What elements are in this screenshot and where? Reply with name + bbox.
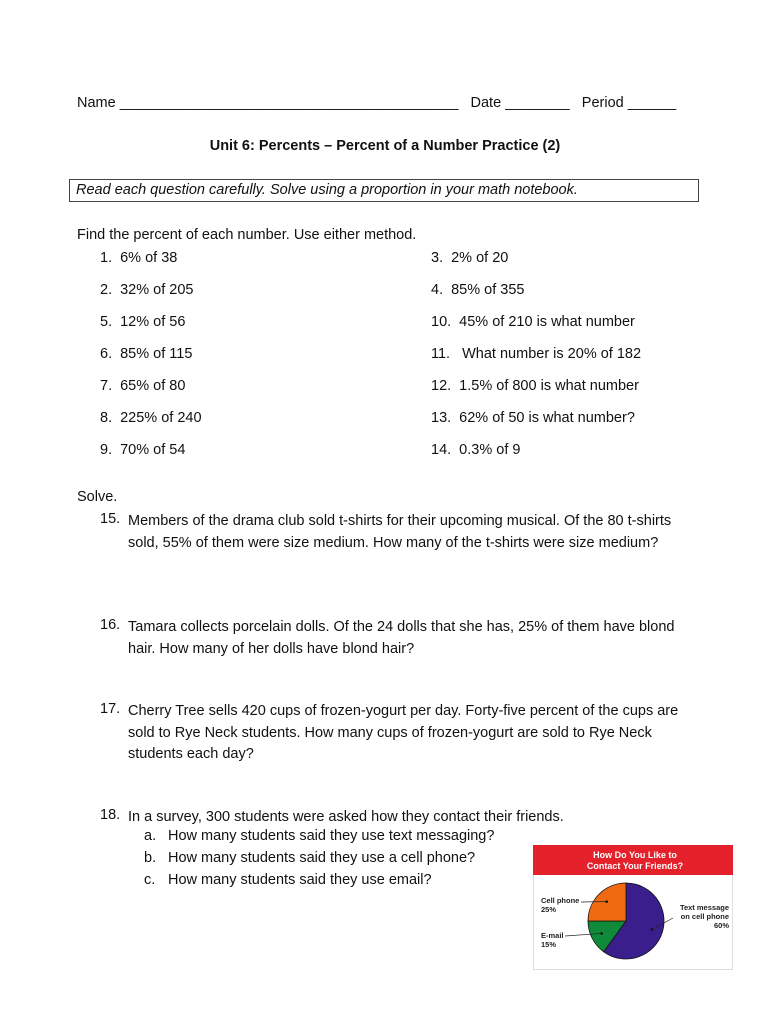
header-line — [77, 95, 676, 111]
page-title: Unit 6: Percents – Percent of a Number Practice (2) — [209, 138, 561, 154]
pie-leader-dot — [605, 900, 608, 903]
problem-text: 85% of 115 — [120, 346, 193, 362]
pie-chart — [533, 845, 733, 970]
sub-question-letter: c. — [144, 872, 156, 888]
pie-slice-label: Cell phone — [541, 896, 580, 905]
problem-text: 0.3% of 9 — [459, 442, 521, 458]
problem-item — [431, 282, 524, 298]
problem-text: 45% of 210 is what number — [459, 314, 635, 330]
section1-heading: Find the percent of each number. Use either method. — [77, 227, 417, 243]
word-problem-number: 16. — [100, 617, 121, 633]
problem-number: 10. — [431, 314, 452, 330]
problem-item — [431, 378, 639, 394]
problem-text: 225% of 240 — [120, 410, 202, 426]
problem-item — [100, 378, 185, 394]
pie-slice-label: on cell phone — [680, 912, 729, 921]
word-problem-text: Tamara collects porcelain dolls. Of the 24 dolls that she has, 25% of them have blond hair. How many of her dolls have blond hair? — [128, 619, 675, 657]
problem-item — [431, 250, 508, 266]
word-problem-text: Members of the drama club sold t-shirts for their upcoming musical. Of the 80 t-shirts sold, 55% of them were size medium. How many of the t-shirts were size medium? — [128, 513, 672, 551]
date-label: Date — [470, 95, 502, 111]
pie-leader-dot — [600, 932, 603, 935]
word-problem-number: 18. — [100, 807, 121, 823]
problem-text: 62% of 50 is what number? — [459, 410, 635, 426]
sub-question-text: How many students said they use text messaging? — [168, 828, 495, 844]
pie-slice-label: 15% — [541, 940, 557, 949]
pie-chart-figure — [533, 845, 733, 970]
word-problem-text: Cherry Tree sells 420 cups of frozen-yogurt per day. Forty-five percent of the cups are sold to Rye Neck students. How many cups of frozen-yogurt are sold to Rye Neck students each day? — [128, 703, 679, 762]
problem-number: 2. — [100, 282, 113, 298]
problem-text: 70% of 54 — [120, 442, 186, 458]
sub-question-text: How many students said they use a cell phone? — [168, 850, 476, 866]
problem-number: 11. — [431, 346, 451, 362]
problem-item — [431, 346, 641, 362]
problem-text: 1.5% of 800 is what number — [459, 378, 639, 394]
sub-question-letter: a. — [144, 828, 157, 844]
period-label: Period — [581, 95, 624, 111]
problem-text: 32% of 205 — [120, 282, 194, 298]
problem-text: 2% of 20 — [451, 250, 509, 266]
problem-item — [100, 314, 185, 330]
problem-item — [100, 250, 177, 266]
word-problem-number: 15. — [100, 511, 121, 527]
instructions-box — [69, 179, 699, 202]
pie-slice-label: 60% — [713, 921, 729, 930]
problem-text: 6% of 38 — [120, 250, 178, 266]
instructions-text: Read each question carefully. Solve using a proportion in your math notebook. — [76, 182, 578, 198]
problem-number: 8. — [100, 410, 113, 426]
problem-text: What number is 20% of 182 — [458, 346, 642, 362]
section2-heading: Solve. — [77, 489, 118, 505]
problem-item — [100, 410, 202, 426]
problem-number: 3. — [431, 250, 444, 266]
problem-number: 4. — [431, 282, 444, 298]
problem-number: 6. — [100, 346, 113, 362]
problem-number: 12. — [431, 378, 452, 394]
problem-text: 12% of 56 — [120, 314, 186, 330]
word-problem-text: In a survey, 300 students were asked how they contact their friends. — [128, 809, 564, 825]
problem-number: 5. — [100, 314, 113, 330]
sub-question — [144, 872, 544, 892]
sub-question-letter: b. — [144, 850, 157, 866]
word-problem-number: 17. — [100, 701, 121, 717]
date-blank[interactable]: ________ — [505, 95, 570, 111]
sub-question — [144, 828, 544, 848]
problem-item — [431, 442, 520, 458]
name-label: Name — [77, 95, 116, 111]
problem-item — [431, 314, 635, 330]
pie-slice-label: 25% — [541, 905, 557, 914]
problem-number: 9. — [100, 442, 113, 458]
chart-title-line1: How Do You Like to — [593, 850, 677, 860]
pie-slice-label: Text message — [679, 903, 729, 912]
chart-title-line2: Contact Your Friends? — [586, 861, 684, 871]
pie-leader-dot — [651, 928, 654, 931]
problem-text: 85% of 355 — [451, 282, 525, 298]
problem-number: 13. — [431, 410, 452, 426]
period-blank[interactable]: ______ — [627, 95, 677, 111]
problem-item — [100, 282, 193, 298]
pie-slice-label: E-mail — [541, 931, 564, 940]
problem-number: 14. — [431, 442, 452, 458]
name-blank[interactable]: __________________________________________ — [119, 95, 459, 111]
problem-item — [431, 410, 635, 426]
sub-question — [144, 850, 544, 870]
problem-number: 7. — [100, 378, 113, 394]
problem-item — [100, 346, 192, 362]
sub-question-text: How many students said they use email? — [168, 872, 432, 888]
problem-number: 1. — [100, 250, 113, 266]
problem-text: 65% of 80 — [120, 378, 186, 394]
problem-item — [100, 442, 185, 458]
